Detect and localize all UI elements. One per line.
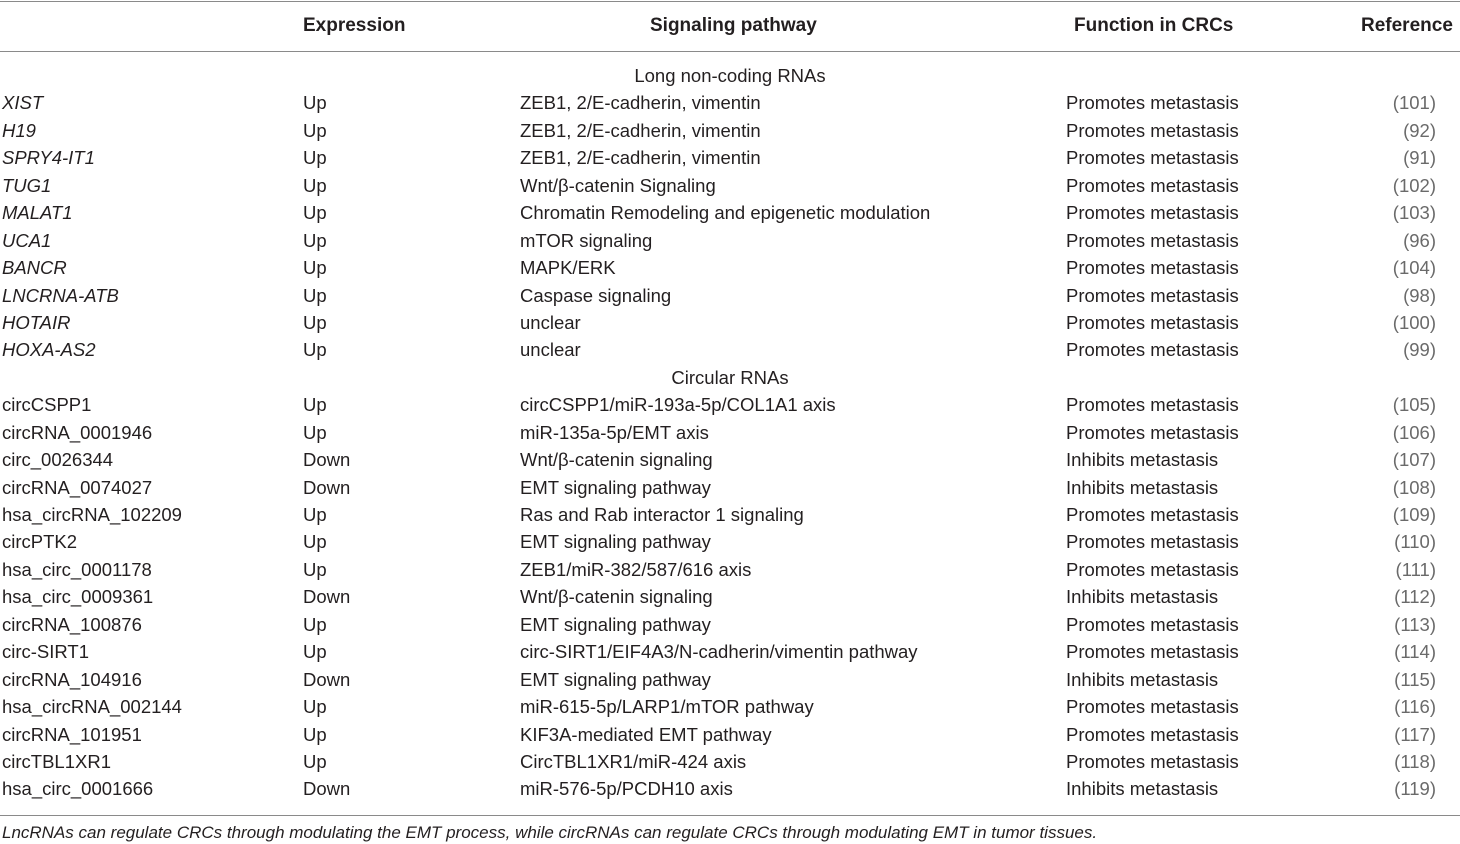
expression-cell: Down: [303, 586, 351, 608]
header-expression: Expression: [303, 15, 406, 36]
gene-name: MALAT1: [2, 202, 73, 224]
table-bottom-rule: [0, 815, 1460, 816]
function-cell: Promotes metastasis: [1066, 229, 1239, 251]
reference-cell: (108): [1392, 476, 1436, 498]
function-cell: Promotes metastasis: [1066, 613, 1239, 635]
gene-name: circRNA_0074027: [2, 476, 153, 498]
table-row: [0, 556, 1460, 583]
pathway-cell: Caspase signaling: [520, 284, 672, 306]
expression-cell: Up: [303, 394, 327, 416]
function-cell: Promotes metastasis: [1066, 147, 1239, 169]
table-row: [0, 117, 1460, 144]
expression-cell: Up: [303, 339, 327, 361]
reference-cell: (112): [1394, 586, 1436, 608]
section-header-row: [0, 62, 1460, 89]
pathway-cell: unclear: [520, 339, 581, 361]
expression-cell: Up: [303, 311, 327, 333]
reference-cell: (107): [1392, 449, 1436, 471]
table-row: [0, 172, 1460, 199]
expression-cell: Up: [303, 531, 327, 553]
pathway-cell: mTOR signaling: [520, 229, 653, 251]
expression-cell: Up: [303, 119, 327, 141]
gene-name: circ-SIRT1: [2, 641, 90, 663]
expression-cell: Up: [303, 421, 327, 443]
reference-cell: (111): [1395, 558, 1436, 580]
pathway-cell: circ-SIRT1/EIF4A3/N-cadherin/vimentin pathway: [520, 641, 918, 663]
function-cell: Inhibits metastasis: [1066, 449, 1219, 471]
reference-cell: (115): [1394, 668, 1436, 690]
function-cell: Promotes metastasis: [1066, 284, 1239, 306]
table-row: [0, 199, 1460, 226]
gene-name: circ_0026344: [2, 449, 114, 471]
function-cell: Promotes metastasis: [1066, 558, 1239, 580]
reference-cell: (96): [1403, 229, 1436, 251]
pathway-cell: Wnt/β-catenin signaling: [520, 586, 713, 608]
table-row: [0, 775, 1460, 802]
expression-cell: Up: [303, 750, 327, 772]
expression-cell: Up: [303, 92, 327, 114]
section-title: Long non-coding RNAs: [634, 65, 826, 86]
reference-cell: (99): [1403, 339, 1436, 361]
table-row: [0, 748, 1460, 775]
reference-cell: (117): [1394, 723, 1436, 745]
gene-name: LNCRNA-ATB: [2, 284, 119, 306]
expression-cell: Up: [303, 641, 327, 663]
table-row: [0, 446, 1460, 473]
pathway-cell: CircTBL1XR1/miR-424 axis: [520, 750, 747, 772]
function-cell: Promotes metastasis: [1066, 92, 1239, 114]
pathway-cell: KIF3A-mediated EMT pathway: [520, 723, 772, 745]
reference-cell: (116): [1394, 696, 1436, 718]
pathway-cell: miR-615-5p/LARP1/mTOR pathway: [520, 696, 814, 718]
reference-cell: (106): [1392, 421, 1436, 443]
function-cell: Inhibits metastasis: [1066, 586, 1219, 608]
gene-name: circRNA_101951: [2, 723, 142, 745]
function-cell: Promotes metastasis: [1066, 119, 1239, 141]
expression-cell: Up: [303, 229, 327, 251]
gene-name: UCA1: [2, 229, 52, 251]
gene-name: circPTK2: [2, 531, 78, 553]
gene-name: BANCR: [2, 257, 67, 279]
table-row: [0, 89, 1460, 116]
pathway-cell: unclear: [520, 311, 581, 333]
expression-cell: Up: [303, 613, 327, 635]
expression-cell: Down: [303, 449, 351, 471]
reference-cell: (103): [1392, 202, 1436, 224]
header-reference: Reference: [1361, 15, 1453, 36]
function-cell: Promotes metastasis: [1066, 723, 1239, 745]
gene-name: TUG1: [2, 174, 52, 196]
function-cell: Promotes metastasis: [1066, 202, 1239, 224]
function-cell: Promotes metastasis: [1066, 394, 1239, 416]
expression-cell: Up: [303, 202, 327, 224]
expression-cell: Up: [303, 696, 327, 718]
function-cell: Promotes metastasis: [1066, 641, 1239, 663]
table-row: [0, 501, 1460, 528]
section-title: Circular RNAs: [671, 366, 789, 388]
pathway-cell: miR-135a-5p/EMT axis: [520, 421, 709, 443]
expression-cell: Down: [303, 476, 351, 498]
function-cell: Inhibits metastasis: [1066, 668, 1219, 690]
pathway-cell: ZEB1, 2/E-cadherin, vimentin: [520, 92, 761, 114]
expression-cell: Up: [303, 284, 327, 306]
table-row: [0, 254, 1460, 281]
pathway-cell: Ras and Rab interactor 1 signaling: [520, 504, 804, 525]
gene-name: H19: [2, 119, 36, 141]
pathway-cell: ZEB1/miR-382/587/616 axis: [520, 558, 752, 580]
pathway-cell: MAPK/ERK: [520, 257, 616, 279]
table-row: [0, 693, 1460, 720]
gene-name: circRNA_104916: [2, 668, 142, 690]
expression-cell: Down: [303, 778, 351, 800]
gene-name: HOTAIR: [2, 311, 71, 333]
function-cell: Promotes metastasis: [1066, 750, 1239, 772]
gene-name: SPRY4-IT1: [2, 147, 95, 169]
expression-cell: Up: [303, 147, 327, 169]
gene-name: circCSPP1: [2, 394, 92, 416]
reference-cell: (98): [1403, 284, 1436, 306]
function-cell: Inhibits metastasis: [1066, 778, 1219, 800]
header-rule: [0, 51, 1460, 52]
header-signaling-pathway: Signaling pathway: [650, 15, 817, 36]
reference-cell: (101): [1392, 92, 1436, 114]
pathway-cell: circCSPP1/miR-193a-5p/COL1A1 axis: [520, 394, 836, 416]
reference-cell: (102): [1392, 174, 1436, 196]
section-header-row: [0, 364, 1460, 391]
function-cell: Promotes metastasis: [1066, 421, 1239, 443]
gene-name: hsa_circ_0001178: [2, 558, 152, 580]
gene-name: circTBL1XR1: [2, 750, 111, 772]
gene-name: XIST: [2, 92, 44, 114]
pathway-cell: ZEB1, 2/E-cadherin, vimentin: [520, 147, 761, 169]
pathway-cell: Wnt/β-catenin Signaling: [520, 174, 716, 196]
table-row: [0, 227, 1460, 254]
table-row: [0, 144, 1460, 171]
table-row: [0, 638, 1460, 665]
pathway-cell: ZEB1, 2/E-cadherin, vimentin: [520, 119, 761, 141]
pathway-cell: EMT signaling pathway: [520, 668, 711, 690]
table-row: [0, 583, 1460, 610]
gene-name: hsa_circ_0001666: [2, 778, 154, 800]
table-row: [0, 391, 1460, 418]
table-row: [0, 336, 1460, 363]
reference-cell: (109): [1392, 504, 1436, 525]
reference-cell: (100): [1392, 311, 1436, 333]
table-row: [0, 282, 1460, 309]
table-footnote: LncRNAs can regulate CRCs through modulating the EMT process, while circRNAs can regulate CRCs through modulating EMT in tumor tissues.: [2, 823, 1098, 842]
pathway-cell: Chromatin Remodeling and epigenetic modulation: [520, 202, 931, 224]
pathway-cell: EMT signaling pathway: [520, 613, 711, 635]
expression-cell: Up: [303, 504, 327, 525]
table-row: [0, 611, 1460, 638]
table-row: [0, 528, 1460, 555]
header-function: Function in CRCs: [1074, 15, 1234, 36]
gene-name: hsa_circRNA_002144: [2, 696, 182, 718]
function-cell: Promotes metastasis: [1066, 257, 1239, 279]
function-cell: Promotes metastasis: [1066, 339, 1239, 361]
table-row: [0, 309, 1460, 336]
expression-cell: Down: [303, 668, 351, 690]
pathway-cell: EMT signaling pathway: [520, 531, 711, 553]
gene-name: HOXA-AS2: [2, 339, 96, 361]
reference-cell: (118): [1394, 750, 1436, 772]
table-body: [0, 62, 1460, 803]
gene-name: hsa_circRNA_102209: [2, 504, 182, 525]
table-row: [0, 666, 1460, 693]
expression-cell: Up: [303, 174, 327, 196]
table-row: [0, 419, 1460, 446]
gene-name: circRNA_0001946: [2, 421, 153, 443]
function-cell: Promotes metastasis: [1066, 174, 1239, 196]
reference-cell: (114): [1394, 641, 1436, 663]
gene-name: circRNA_100876: [2, 613, 142, 635]
reference-cell: (110): [1394, 531, 1436, 553]
reference-cell: (91): [1403, 147, 1436, 169]
pathway-cell: miR-576-5p/PCDH10 axis: [520, 778, 733, 800]
gene-name: hsa_circ_0009361: [2, 586, 154, 608]
function-cell: Promotes metastasis: [1066, 696, 1239, 718]
pathway-cell: Wnt/β-catenin signaling: [520, 449, 713, 471]
pathway-cell: EMT signaling pathway: [520, 476, 711, 498]
function-cell: Inhibits metastasis: [1066, 476, 1219, 498]
reference-cell: (113): [1394, 613, 1436, 635]
table-header: [0, 0, 1460, 52]
expression-cell: Up: [303, 723, 327, 745]
function-cell: Promotes metastasis: [1066, 311, 1239, 333]
reference-cell: (119): [1394, 778, 1436, 800]
function-cell: Promotes metastasis: [1066, 504, 1239, 525]
function-cell: Promotes metastasis: [1066, 531, 1239, 553]
table-row: [0, 721, 1460, 748]
table-row: [0, 474, 1460, 501]
expression-cell: Up: [303, 558, 327, 580]
expression-cell: Up: [303, 257, 327, 279]
reference-cell: (105): [1392, 394, 1436, 416]
reference-cell: (92): [1403, 119, 1436, 141]
reference-cell: (104): [1392, 257, 1436, 279]
